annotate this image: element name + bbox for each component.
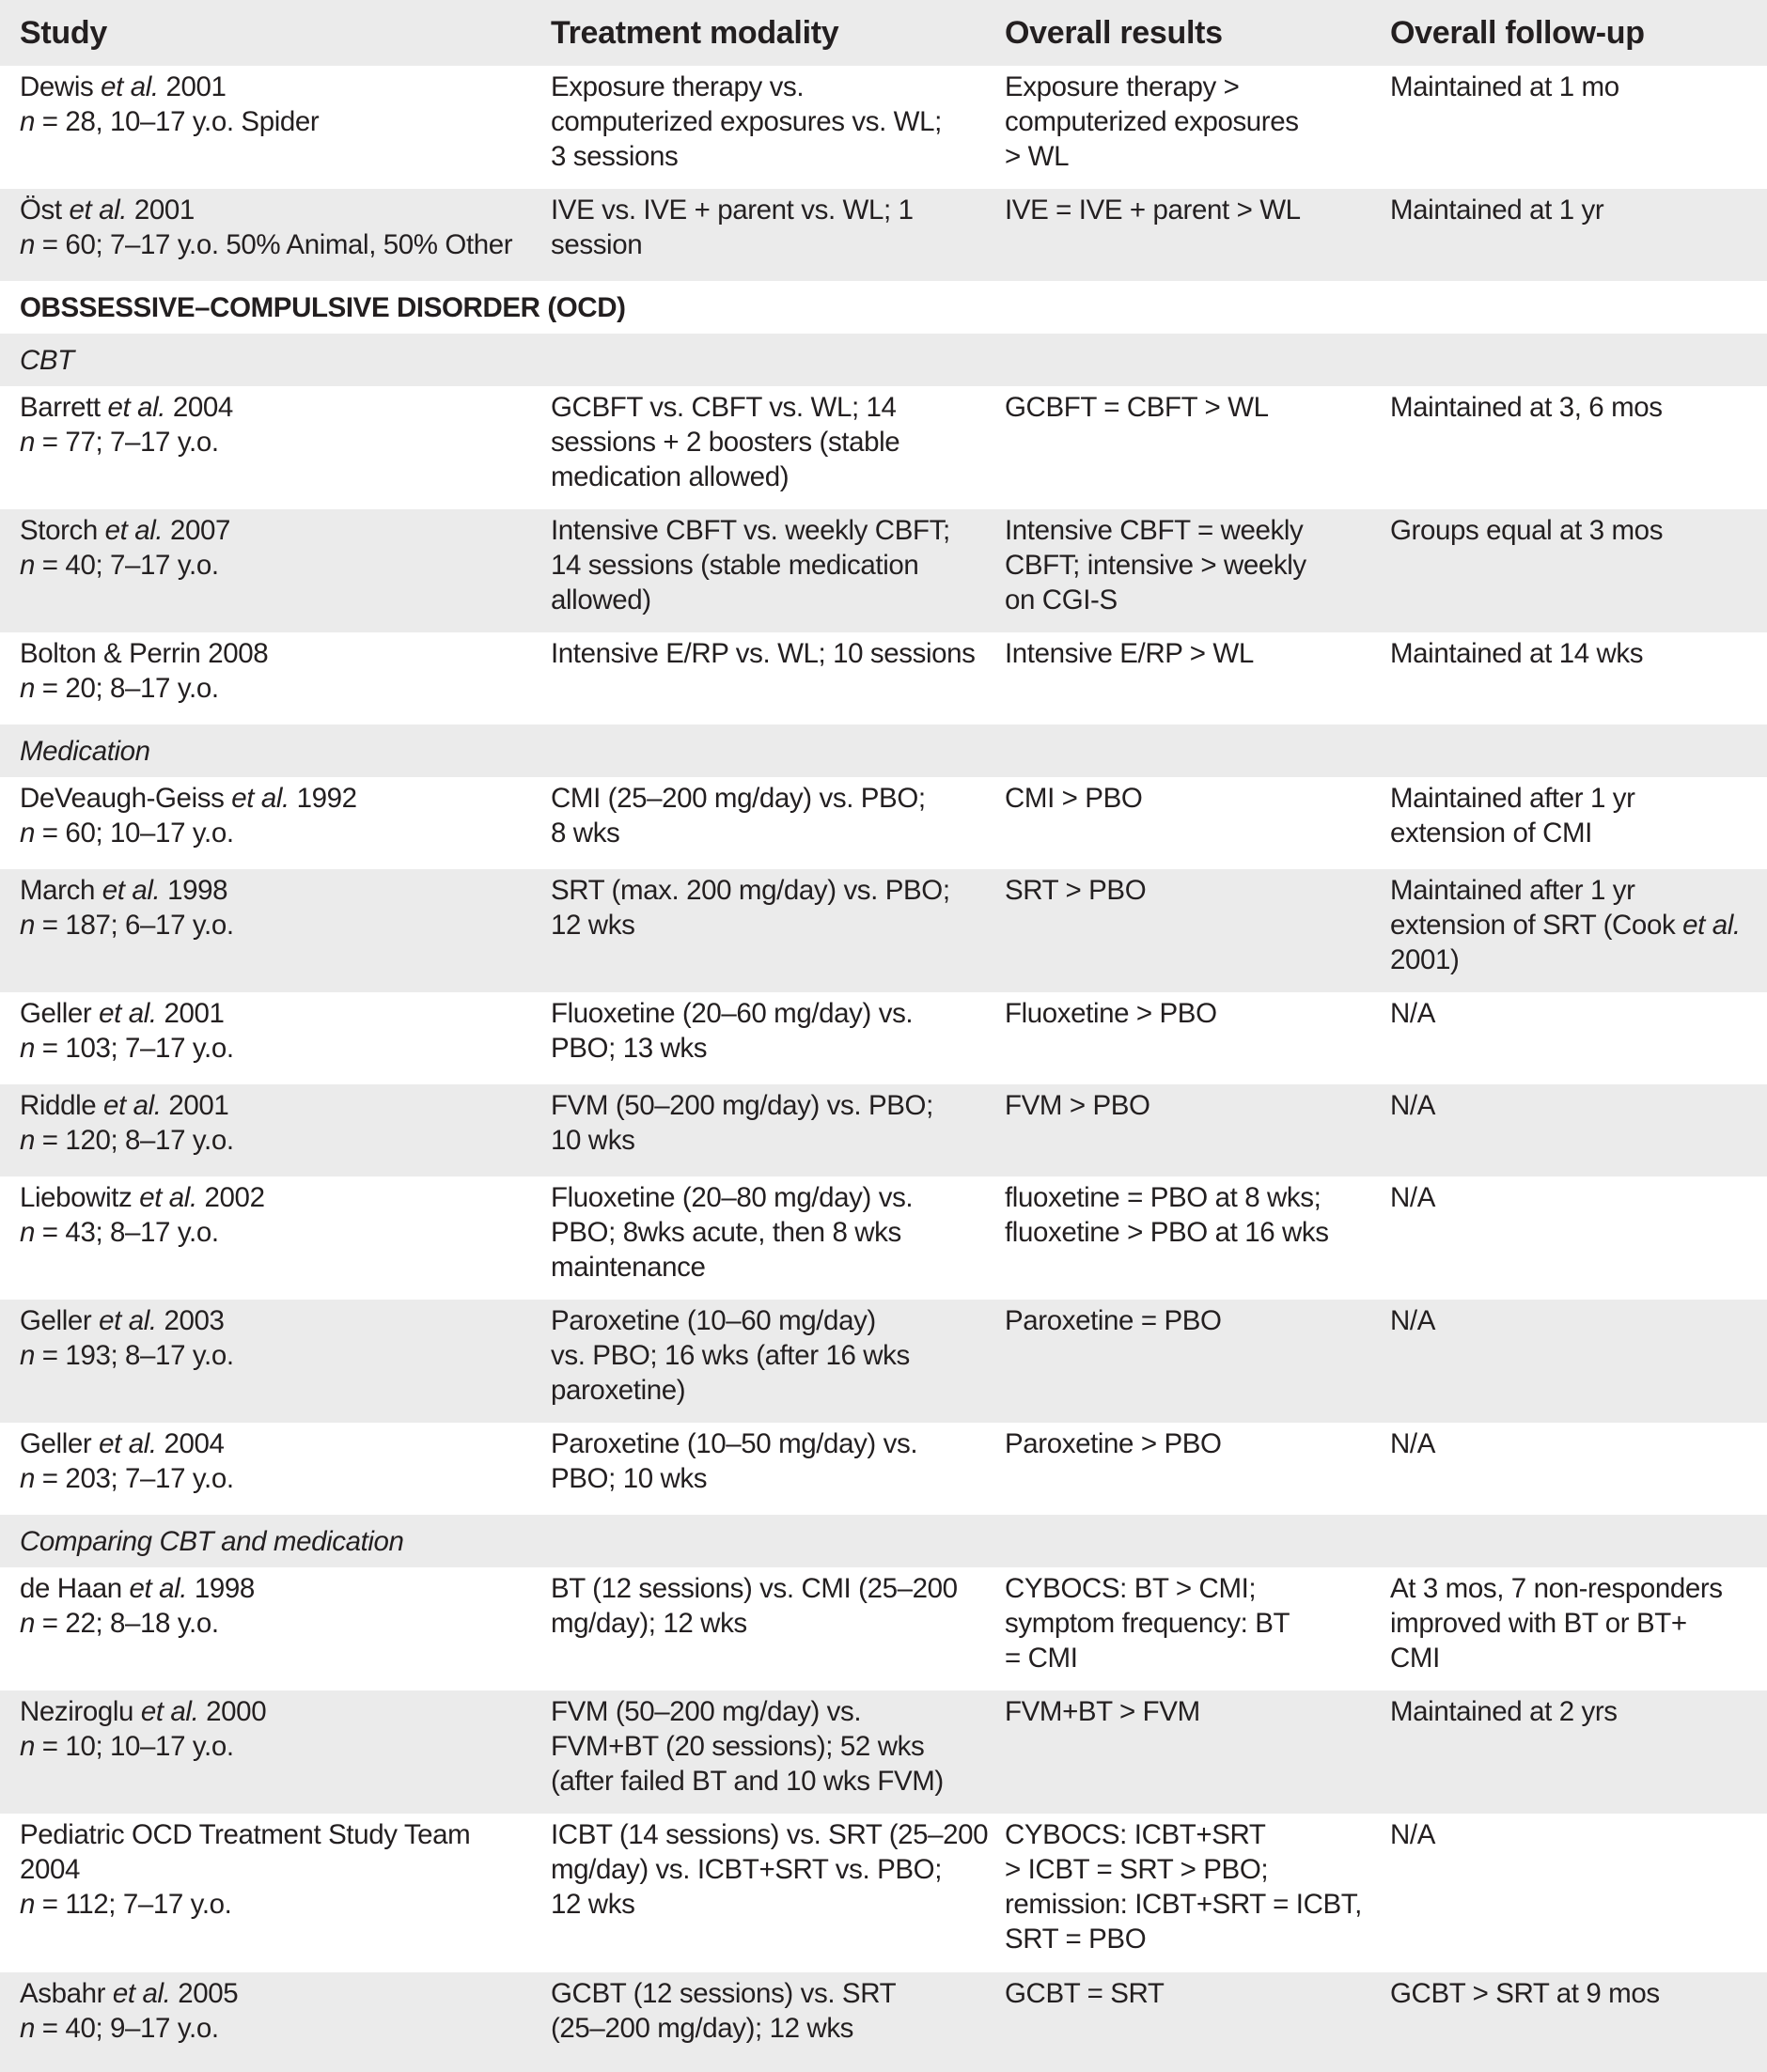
cell-line: Öst et al. 2001 bbox=[20, 195, 195, 226]
cell-treatment bbox=[551, 390, 964, 494]
table-row bbox=[0, 509, 1767, 632]
cell-line: Asbahr et al. 2005 bbox=[20, 1978, 239, 2009]
cell-study bbox=[20, 996, 541, 1066]
cell-line: 2004 bbox=[20, 1854, 81, 1885]
cell-study bbox=[20, 1303, 541, 1373]
cell-line: n = 28, 10–17 y.o. Spider bbox=[20, 106, 320, 137]
cell-line: mg/day) vs. ICBT+SRT vs. PBO; bbox=[551, 1854, 942, 1885]
cell-followup bbox=[1390, 1694, 1766, 1729]
cell-line: 2001) bbox=[1390, 944, 1460, 975]
cell-line: Geller et al. 2003 bbox=[20, 1305, 225, 1336]
cell-line: on CGI-S bbox=[1005, 584, 1118, 615]
cell-line: Bolton & Perrin 2008 bbox=[20, 638, 269, 669]
cell-line: Exposure therapy vs. bbox=[551, 71, 805, 102]
column-header: Overall results bbox=[1005, 15, 1223, 51]
cell-line: fluoxetine = PBO at 8 wks; bbox=[1005, 1182, 1321, 1213]
cell-treatment bbox=[551, 193, 964, 262]
cell-line: improved with BT or BT+ bbox=[1390, 1608, 1687, 1639]
table-row bbox=[0, 386, 1767, 509]
cell-results bbox=[1005, 781, 1362, 816]
section-heading-label: OBSSESSIVE–COMPULSIVE DISORDER (OCD) bbox=[20, 292, 626, 323]
cell-line: FVM (50–200 mg/day) vs. PBO; bbox=[551, 1090, 933, 1121]
cell-line: Paroxetine (10–50 mg/day) vs. bbox=[551, 1428, 918, 1459]
cell-study bbox=[20, 193, 541, 262]
cell-line: 3 sessions bbox=[551, 141, 679, 172]
cell-line: Groups equal at 3 mos bbox=[1390, 515, 1664, 546]
cell-line: N/A bbox=[1390, 1090, 1435, 1121]
cell-results bbox=[1005, 1303, 1362, 1338]
subsection-heading bbox=[0, 724, 1767, 777]
cell-line: GCBT (12 sessions) vs. SRT bbox=[551, 1978, 897, 2009]
cell-line: n = 40; 7–17 y.o. bbox=[20, 550, 219, 581]
cell-line: Geller et al. 2001 bbox=[20, 998, 225, 1029]
subsection-heading bbox=[0, 334, 1767, 386]
cell-line: 12 wks bbox=[551, 910, 635, 941]
cell-line: extension of CMI bbox=[1390, 818, 1592, 849]
table-row bbox=[0, 66, 1767, 189]
cell-line: PBO; 8wks acute, then 8 wks bbox=[551, 1217, 901, 1248]
cell-line: allowed) bbox=[551, 584, 651, 615]
cell-line: FVM (50–200 mg/day) vs. bbox=[551, 1696, 862, 1727]
cell-results bbox=[1005, 1180, 1362, 1250]
table-row bbox=[0, 189, 1767, 281]
cell-line: At 3 mos, 7 non-responders bbox=[1390, 1573, 1723, 1604]
cell-followup bbox=[1390, 996, 1766, 1031]
cell-line: n = 20; 8–17 y.o. bbox=[20, 673, 219, 704]
cell-treatment bbox=[551, 513, 964, 617]
cell-line: Maintained at 2 yrs bbox=[1390, 1696, 1618, 1727]
cell-followup bbox=[1390, 1976, 1766, 2011]
cell-line: (after failed BT and 10 wks FVM) bbox=[551, 1766, 944, 1797]
cell-line: session bbox=[551, 229, 643, 260]
cell-line: SRT > PBO bbox=[1005, 875, 1147, 906]
cell-line: Barrett et al. 2004 bbox=[20, 392, 233, 423]
cell-results bbox=[1005, 1571, 1362, 1675]
cell-study bbox=[20, 781, 541, 850]
cell-treatment bbox=[551, 1088, 964, 1158]
table-row bbox=[0, 1567, 1767, 1690]
cell-study bbox=[20, 1180, 541, 1250]
cell-followup bbox=[1390, 513, 1766, 548]
cell-line: 8 wks bbox=[551, 818, 620, 849]
cell-study bbox=[20, 1817, 541, 1922]
cell-treatment bbox=[551, 636, 976, 671]
cell-followup bbox=[1390, 1180, 1766, 1215]
cell-line: symptom frequency: BT bbox=[1005, 1608, 1290, 1639]
cell-results bbox=[1005, 1088, 1362, 1123]
table-row bbox=[0, 1814, 1767, 1972]
cell-line: > WL bbox=[1005, 141, 1070, 172]
cell-line: computerized exposures bbox=[1005, 106, 1299, 137]
cell-line: FVM+BT (20 sessions); 52 wks bbox=[551, 1731, 925, 1762]
cell-line: Paroxetine = PBO bbox=[1005, 1305, 1222, 1336]
cell-line: Fluoxetine (20–60 mg/day) vs. bbox=[551, 998, 914, 1029]
cell-line: 10 wks bbox=[551, 1125, 635, 1156]
cell-line: n = 60; 10–17 y.o. bbox=[20, 818, 234, 849]
cell-line: FVM > PBO bbox=[1005, 1090, 1150, 1121]
cell-line: n = 203; 7–17 y.o. bbox=[20, 1463, 234, 1494]
table-row bbox=[0, 1423, 1767, 1515]
column-header: Overall follow-up bbox=[1390, 15, 1645, 51]
cell-results bbox=[1005, 1817, 1362, 1956]
cell-line: 12 wks bbox=[551, 1889, 635, 1920]
cell-followup bbox=[1390, 873, 1766, 977]
table-header bbox=[0, 0, 1767, 66]
cell-results bbox=[1005, 873, 1362, 908]
cell-line: CYBOCS: BT > CMI; bbox=[1005, 1573, 1257, 1604]
cell-followup bbox=[1390, 1303, 1766, 1338]
cell-results bbox=[1005, 193, 1362, 227]
cell-line: Maintained at 14 wks bbox=[1390, 638, 1644, 669]
cell-line: Intensive E/RP vs. WL; 10 sessions bbox=[551, 638, 976, 669]
cell-line: vs. PBO; 16 wks (after 16 wks bbox=[551, 1340, 910, 1371]
cell-line: ICBT (14 sessions) vs. SRT (25–200 bbox=[551, 1819, 989, 1850]
cell-results bbox=[1005, 390, 1362, 425]
cell-line: Pediatric OCD Treatment Study Team bbox=[20, 1819, 471, 1850]
cell-study bbox=[20, 513, 541, 583]
cell-results bbox=[1005, 70, 1362, 174]
cell-line: Maintained at 1 yr bbox=[1390, 195, 1604, 226]
cell-line: sessions + 2 boosters (stable bbox=[551, 427, 900, 458]
table-row bbox=[0, 1084, 1767, 1176]
cell-line: Fluoxetine > PBO bbox=[1005, 998, 1217, 1029]
cell-treatment bbox=[551, 1426, 964, 1496]
cell-line: 14 sessions (stable medication bbox=[551, 550, 919, 581]
cell-line: GCBT > SRT at 9 mos bbox=[1390, 1978, 1660, 2009]
cell-line: GCBFT vs. CBFT vs. WL; 14 bbox=[551, 392, 897, 423]
cell-followup bbox=[1390, 193, 1766, 227]
cell-treatment bbox=[551, 1976, 964, 2046]
cell-line: CBFT; intensive > weekly bbox=[1005, 550, 1306, 581]
cell-line: n = 40; 9–17 y.o. bbox=[20, 2013, 219, 2044]
cell-line: n = 60; 7–17 y.o. 50% Animal, 50% Other bbox=[20, 229, 513, 260]
table-row bbox=[0, 869, 1767, 992]
cell-treatment bbox=[551, 1571, 964, 1641]
cell-line: PBO; 13 wks bbox=[551, 1033, 708, 1064]
cell-line: Liebowitz et al. 2002 bbox=[20, 1182, 265, 1213]
cell-line: paroxetine) bbox=[551, 1375, 686, 1406]
cell-line: = CMI bbox=[1005, 1643, 1078, 1674]
subsection-heading bbox=[0, 1515, 1767, 1567]
cell-line: Paroxetine (10–60 mg/day) bbox=[551, 1305, 876, 1336]
cell-treatment bbox=[551, 873, 964, 943]
cell-line: BT (12 sessions) vs. CMI (25–200 bbox=[551, 1573, 958, 1604]
cell-line: Intensive CBFT vs. weekly CBFT; bbox=[551, 515, 950, 546]
cell-line: n = 120; 8–17 y.o. bbox=[20, 1125, 234, 1156]
cell-line: n = 112; 7–17 y.o. bbox=[20, 1889, 232, 1920]
cell-line: Intensive E/RP > WL bbox=[1005, 638, 1254, 669]
cell-treatment bbox=[551, 70, 964, 174]
cell-line: FVM+BT > FVM bbox=[1005, 1696, 1200, 1727]
cell-results bbox=[1005, 1976, 1362, 2011]
cell-line: medication allowed) bbox=[551, 461, 790, 492]
cell-line: Neziroglu et al. 2000 bbox=[20, 1696, 267, 1727]
table-row bbox=[0, 632, 1767, 724]
cell-line: CMI bbox=[1390, 1643, 1440, 1674]
cell-line: fluoxetine > PBO at 16 wks bbox=[1005, 1217, 1329, 1248]
cell-line: remission: ICBT+SRT = ICBT, bbox=[1005, 1889, 1362, 1920]
cell-line: N/A bbox=[1390, 1819, 1435, 1850]
cell-line: Maintained after 1 yr bbox=[1390, 875, 1635, 906]
cell-line: N/A bbox=[1390, 998, 1435, 1029]
cell-line: Maintained at 3, 6 mos bbox=[1390, 392, 1663, 423]
cell-study bbox=[20, 1694, 541, 1764]
cell-line: maintenance bbox=[551, 1252, 706, 1283]
cell-line: de Haan et al. 1998 bbox=[20, 1573, 255, 1604]
cell-treatment bbox=[551, 1180, 964, 1285]
subsection-heading-label: Medication bbox=[20, 736, 150, 767]
cell-line: Intensive CBFT = weekly bbox=[1005, 515, 1304, 546]
cell-line: GCBFT = CBFT > WL bbox=[1005, 392, 1269, 423]
cell-line: Dewis et al. 2001 bbox=[20, 71, 227, 102]
cell-line: n = 187; 6–17 y.o. bbox=[20, 910, 234, 941]
cell-line: > ICBT = SRT > PBO; bbox=[1005, 1854, 1269, 1885]
cell-line: n = 103; 7–17 y.o. bbox=[20, 1033, 234, 1064]
cell-study bbox=[20, 1426, 541, 1496]
cell-line: March et al. 1998 bbox=[20, 875, 228, 906]
cell-results bbox=[1005, 636, 1362, 671]
cell-study bbox=[20, 873, 541, 943]
cell-followup bbox=[1390, 1817, 1766, 1852]
cell-followup bbox=[1390, 70, 1766, 104]
cell-line: extension of SRT (Cook et al. bbox=[1390, 910, 1741, 941]
cell-followup bbox=[1390, 636, 1766, 671]
table-row bbox=[0, 777, 1767, 869]
cell-treatment bbox=[551, 781, 964, 850]
cell-followup bbox=[1390, 1426, 1766, 1461]
column-header: Study bbox=[20, 15, 107, 51]
table-row bbox=[0, 1176, 1767, 1300]
section-heading bbox=[0, 281, 1767, 334]
cell-results bbox=[1005, 1694, 1362, 1729]
cell-treatment bbox=[551, 1303, 964, 1408]
cell-line: N/A bbox=[1390, 1428, 1435, 1459]
cell-line: Fluoxetine (20–80 mg/day) vs. bbox=[551, 1182, 914, 1213]
cell-study bbox=[20, 390, 541, 460]
cell-study bbox=[20, 70, 541, 139]
cell-line: CMI (25–200 mg/day) vs. PBO; bbox=[551, 783, 926, 814]
cell-line: SRT (max. 200 mg/day) vs. PBO; bbox=[551, 875, 950, 906]
cell-treatment bbox=[551, 1817, 989, 1922]
cell-line: Maintained at 1 mo bbox=[1390, 71, 1619, 102]
cell-study bbox=[20, 1571, 541, 1641]
cell-line: Geller et al. 2004 bbox=[20, 1428, 225, 1459]
cell-followup bbox=[1390, 1088, 1766, 1123]
cell-results bbox=[1005, 513, 1362, 617]
cell-treatment bbox=[551, 996, 964, 1066]
cell-line: IVE = IVE + parent > WL bbox=[1005, 195, 1301, 226]
cell-followup bbox=[1390, 1571, 1766, 1675]
cell-line: Paroxetine > PBO bbox=[1005, 1428, 1222, 1459]
cell-line: n = 77; 7–17 y.o. bbox=[20, 427, 219, 458]
cell-study bbox=[20, 636, 541, 706]
cell-line: CYBOCS: ICBT+SRT bbox=[1005, 1819, 1266, 1850]
cell-line: SRT = PBO bbox=[1005, 1924, 1147, 1955]
cell-results bbox=[1005, 1426, 1362, 1461]
cell-treatment bbox=[551, 1694, 964, 1799]
cell-line: IVE vs. IVE + parent vs. WL; 1 bbox=[551, 195, 914, 226]
cell-study bbox=[20, 1976, 541, 2046]
cell-line: CMI > PBO bbox=[1005, 783, 1143, 814]
cell-line: (25–200 mg/day); 12 wks bbox=[551, 2013, 854, 2044]
cell-line: n = 43; 8–17 y.o. bbox=[20, 1217, 219, 1248]
cell-line: Riddle et al. 2001 bbox=[20, 1090, 229, 1121]
cell-line: DeVeaugh-Geiss et al. 1992 bbox=[20, 783, 357, 814]
cell-followup bbox=[1390, 781, 1766, 850]
cell-line: n = 22; 8–18 y.o. bbox=[20, 1608, 219, 1639]
cell-line: computerized exposures vs. WL; bbox=[551, 106, 942, 137]
cell-line: PBO; 10 wks bbox=[551, 1463, 708, 1494]
column-header: Treatment modality bbox=[551, 15, 839, 51]
subsection-heading-label: Comparing CBT and medication bbox=[20, 1526, 404, 1557]
cell-results bbox=[1005, 996, 1362, 1031]
table-row bbox=[0, 1690, 1767, 1814]
cell-line: mg/day); 12 wks bbox=[551, 1608, 747, 1639]
cell-line: n = 10; 10–17 y.o. bbox=[20, 1731, 234, 1762]
cell-study bbox=[20, 1088, 541, 1158]
cell-line: N/A bbox=[1390, 1182, 1435, 1213]
cell-line: Storch et al. 2007 bbox=[20, 515, 231, 546]
table-row bbox=[0, 1972, 1767, 2072]
table-row bbox=[0, 992, 1767, 1084]
cell-line: Maintained after 1 yr bbox=[1390, 783, 1635, 814]
cell-line: N/A bbox=[1390, 1305, 1435, 1336]
cell-line: n = 193; 8–17 y.o. bbox=[20, 1340, 234, 1371]
cell-line: Exposure therapy > bbox=[1005, 71, 1240, 102]
table-row bbox=[0, 1300, 1767, 1423]
subsection-heading-label: CBT bbox=[20, 345, 74, 376]
cell-followup bbox=[1390, 390, 1766, 425]
cell-line: GCBT = SRT bbox=[1005, 1978, 1165, 2009]
